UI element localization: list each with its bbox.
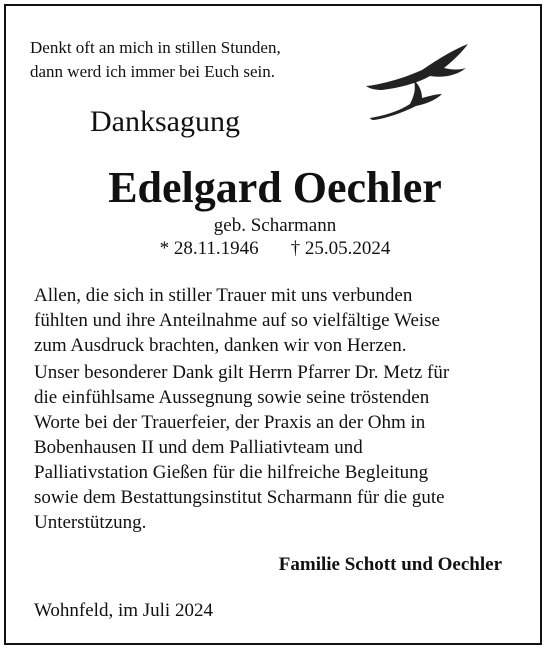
- life-dates: [0, 236, 550, 262]
- paragraph-line: Palliativstation Gießen für die hilfreiche Begleitung: [34, 462, 429, 483]
- two-flying-birds-icon: [364, 40, 474, 126]
- deceased-name: Edelgard Oechler: [108, 163, 442, 212]
- thanks-paragraph-2: [34, 360, 449, 535]
- paragraph-line: Bobenhausen II und dem Palliativteam und: [34, 437, 363, 458]
- family-signature: Familie Schott und Oechler: [278, 554, 502, 575]
- place-and-date: Wohnfeld, im Juli 2024: [34, 600, 213, 621]
- paragraph-line: fühlten und ihre Anteilnahme auf so vielfältige Weise: [34, 310, 440, 331]
- birth-date: * 28.11.1946: [159, 238, 259, 259]
- upper-bird-icon: [366, 44, 468, 90]
- motto-line-1: Denkt oft an mich in stillen Stunden,: [30, 38, 281, 57]
- thanks-paragraph-1: [34, 283, 440, 358]
- paragraph-line: Unterstützung.: [34, 512, 147, 533]
- death-date: † 25.05.2024: [290, 238, 391, 259]
- paragraph-line: Unser besonderer Dank gilt Herrn Pfarrer Dr. Metz für: [34, 362, 450, 383]
- paragraph-line: Worte bei der Trauerfeier, der Praxis an der Ohm in: [34, 412, 426, 433]
- paragraph-line: zum Ausdruck brachten, danken wir von Herzen.: [34, 335, 407, 356]
- motto-verse: [30, 36, 281, 84]
- paragraph-line: die einfühlsame Aussegnung sowie seine tröstenden: [34, 387, 430, 408]
- paragraph-line: Allen, die sich in stiller Trauer mit uns verbunden: [34, 285, 413, 306]
- paragraph-line: sowie dem Bestattungsinstitut Scharmann für die gute: [34, 487, 445, 508]
- maiden-name: geb. Scharmann: [213, 215, 337, 236]
- heading-danksagung: Danksagung: [90, 105, 240, 138]
- motto-line-2: dann werd ich immer bei Euch sein.: [30, 62, 276, 81]
